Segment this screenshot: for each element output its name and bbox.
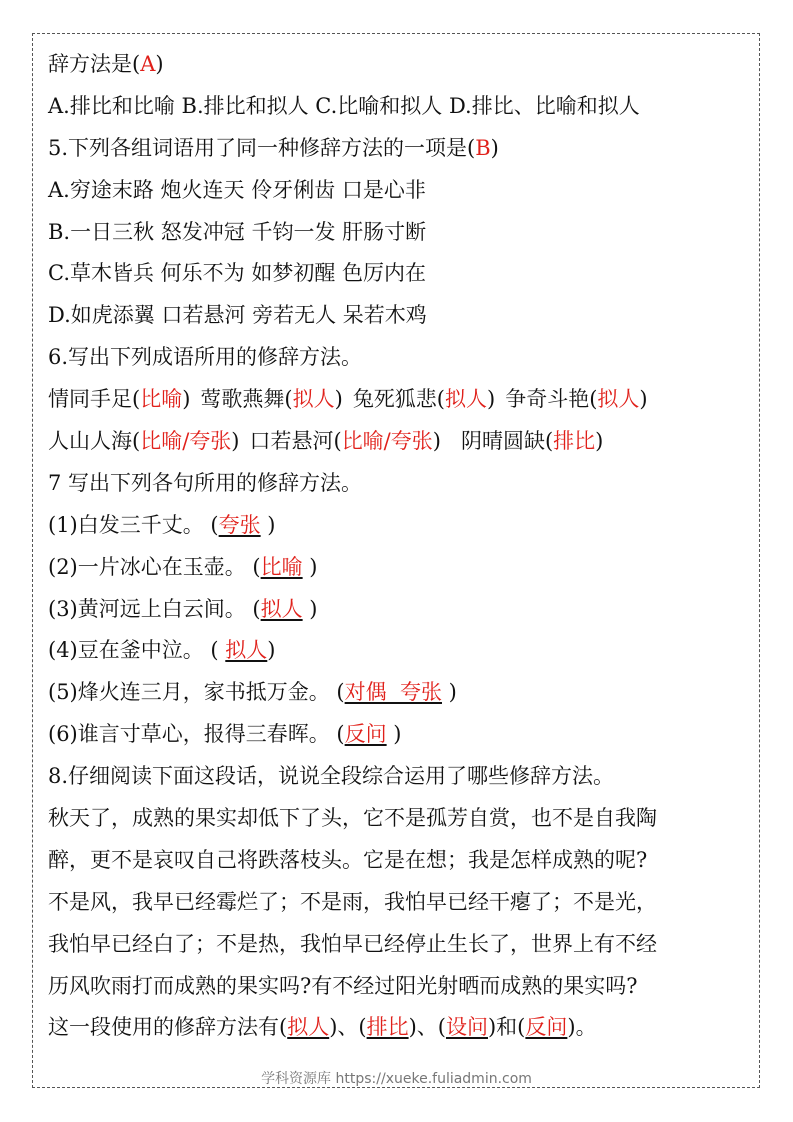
q6-item: 兔死狐悲(拟人) bbox=[352, 387, 496, 412]
q7-item-2: (2)一片冰心在玉壶。 (比喻 ) bbox=[48, 554, 318, 579]
q8-answer: 反问 bbox=[525, 1015, 568, 1040]
q7-answer: 比喻 bbox=[260, 554, 303, 579]
q5-answer: B bbox=[475, 135, 491, 160]
footer-watermark: 学科资源库 https://xueke.fuliadmin.com bbox=[261, 1071, 532, 1087]
q7-item-5: (5)烽火连三月，家书抵万金。 (对偶 夸张 ) bbox=[48, 680, 457, 705]
q7-answer: 对偶 夸张 bbox=[344, 680, 442, 705]
q7-answer: 夸张 bbox=[218, 512, 261, 537]
q5-option-b: B.一日三秋 怒发冲冠 千钧一发 肝肠寸断 bbox=[48, 219, 427, 244]
q5-question: 5.下列各组词语用了同一种修辞方法的一项是(B) bbox=[48, 135, 499, 160]
q6-item: 争奇斗艳(拟人) bbox=[505, 387, 648, 412]
worksheet-content bbox=[48, 44, 758, 1049]
q7-item-4: (4)豆在釜中泣。 ( 拟人) bbox=[48, 638, 276, 663]
q8-passage-line: 秋天了，成熟的果实却低下了头，它不是孤芳自赏，也不是自我陶 bbox=[48, 806, 657, 831]
q7-answer: 拟人 bbox=[225, 638, 268, 663]
q6-item: 阴晴圆缺(排比) bbox=[460, 429, 604, 454]
q6-item: 口若悬河(比喻/夸张) bbox=[249, 429, 441, 454]
q8-answer: 设问 bbox=[445, 1015, 488, 1040]
q8-passage-line: 醉，更不是哀叹自己将跌落枝头。它是在想；我是怎样成熟的呢? bbox=[48, 847, 648, 872]
q4-answer: A bbox=[140, 52, 156, 76]
q7-item-3: (3)黄河远上白云间。 (拟人 ) bbox=[48, 596, 318, 621]
q5-option-a: A.穷途末路 炮火连天 伶牙俐齿 口是心非 bbox=[48, 177, 426, 202]
q7-answer: 拟人 bbox=[260, 596, 303, 621]
q8-answer: 排比 bbox=[366, 1015, 409, 1040]
q7-item-6: (6)谁言寸草心，报得三春晖。 (反问 ) bbox=[48, 722, 402, 747]
q5-option-c: C.草木皆兵 何乐不为 如梦初醒 色厉内在 bbox=[48, 261, 427, 286]
q8-passage-line: 我怕早已经白了；不是热，我怕早已经停止生长了，世界上有不经 bbox=[48, 931, 657, 956]
q4-options: A.排比和比喻 B.排比和拟人 C.比喻和拟人 D.排比、比喻和拟人 bbox=[48, 93, 640, 118]
q7-item-1: (1)白发三千丈。 (夸张 ) bbox=[48, 512, 276, 537]
q6-item: 莺歌燕舞(拟人) bbox=[200, 387, 343, 412]
q6-row1 bbox=[48, 379, 758, 421]
q8-title: 8.仔细阅读下面这段话，说说全段综合运用了哪些修辞方法。 bbox=[48, 764, 615, 789]
q7-answer: 反问 bbox=[344, 722, 387, 747]
q8-answer: 拟人 bbox=[287, 1015, 330, 1040]
q8-passage-line: 不是风，我早已经霉烂了；不是雨，我怕早已经干瘪了；不是光， bbox=[48, 889, 657, 914]
q6-row2 bbox=[48, 421, 758, 463]
q6-title: 6.写出下列成语所用的修辞方法。 bbox=[48, 345, 363, 370]
q8-passage-line: 历风吹雨打而成熟的果实吗?有不经过阳光射晒而成熟的果实吗? bbox=[48, 973, 638, 998]
q8-answer-line: 这一段使用的修辞方法有(拟人)、(排比)、(设问)和(反问)。 bbox=[48, 1015, 597, 1040]
q4-tail: 辞方法是(A) bbox=[48, 52, 164, 76]
q6-item: 人山人海(比喻/夸张) bbox=[48, 429, 240, 454]
q6-item: 情同手足(比喻) bbox=[48, 387, 191, 412]
q7-title: 7 写出下列各句所用的修辞方法。 bbox=[48, 470, 363, 495]
q5-option-d: D.如虎添翼 口若悬河 旁若无人 呆若木鸡 bbox=[48, 303, 427, 328]
